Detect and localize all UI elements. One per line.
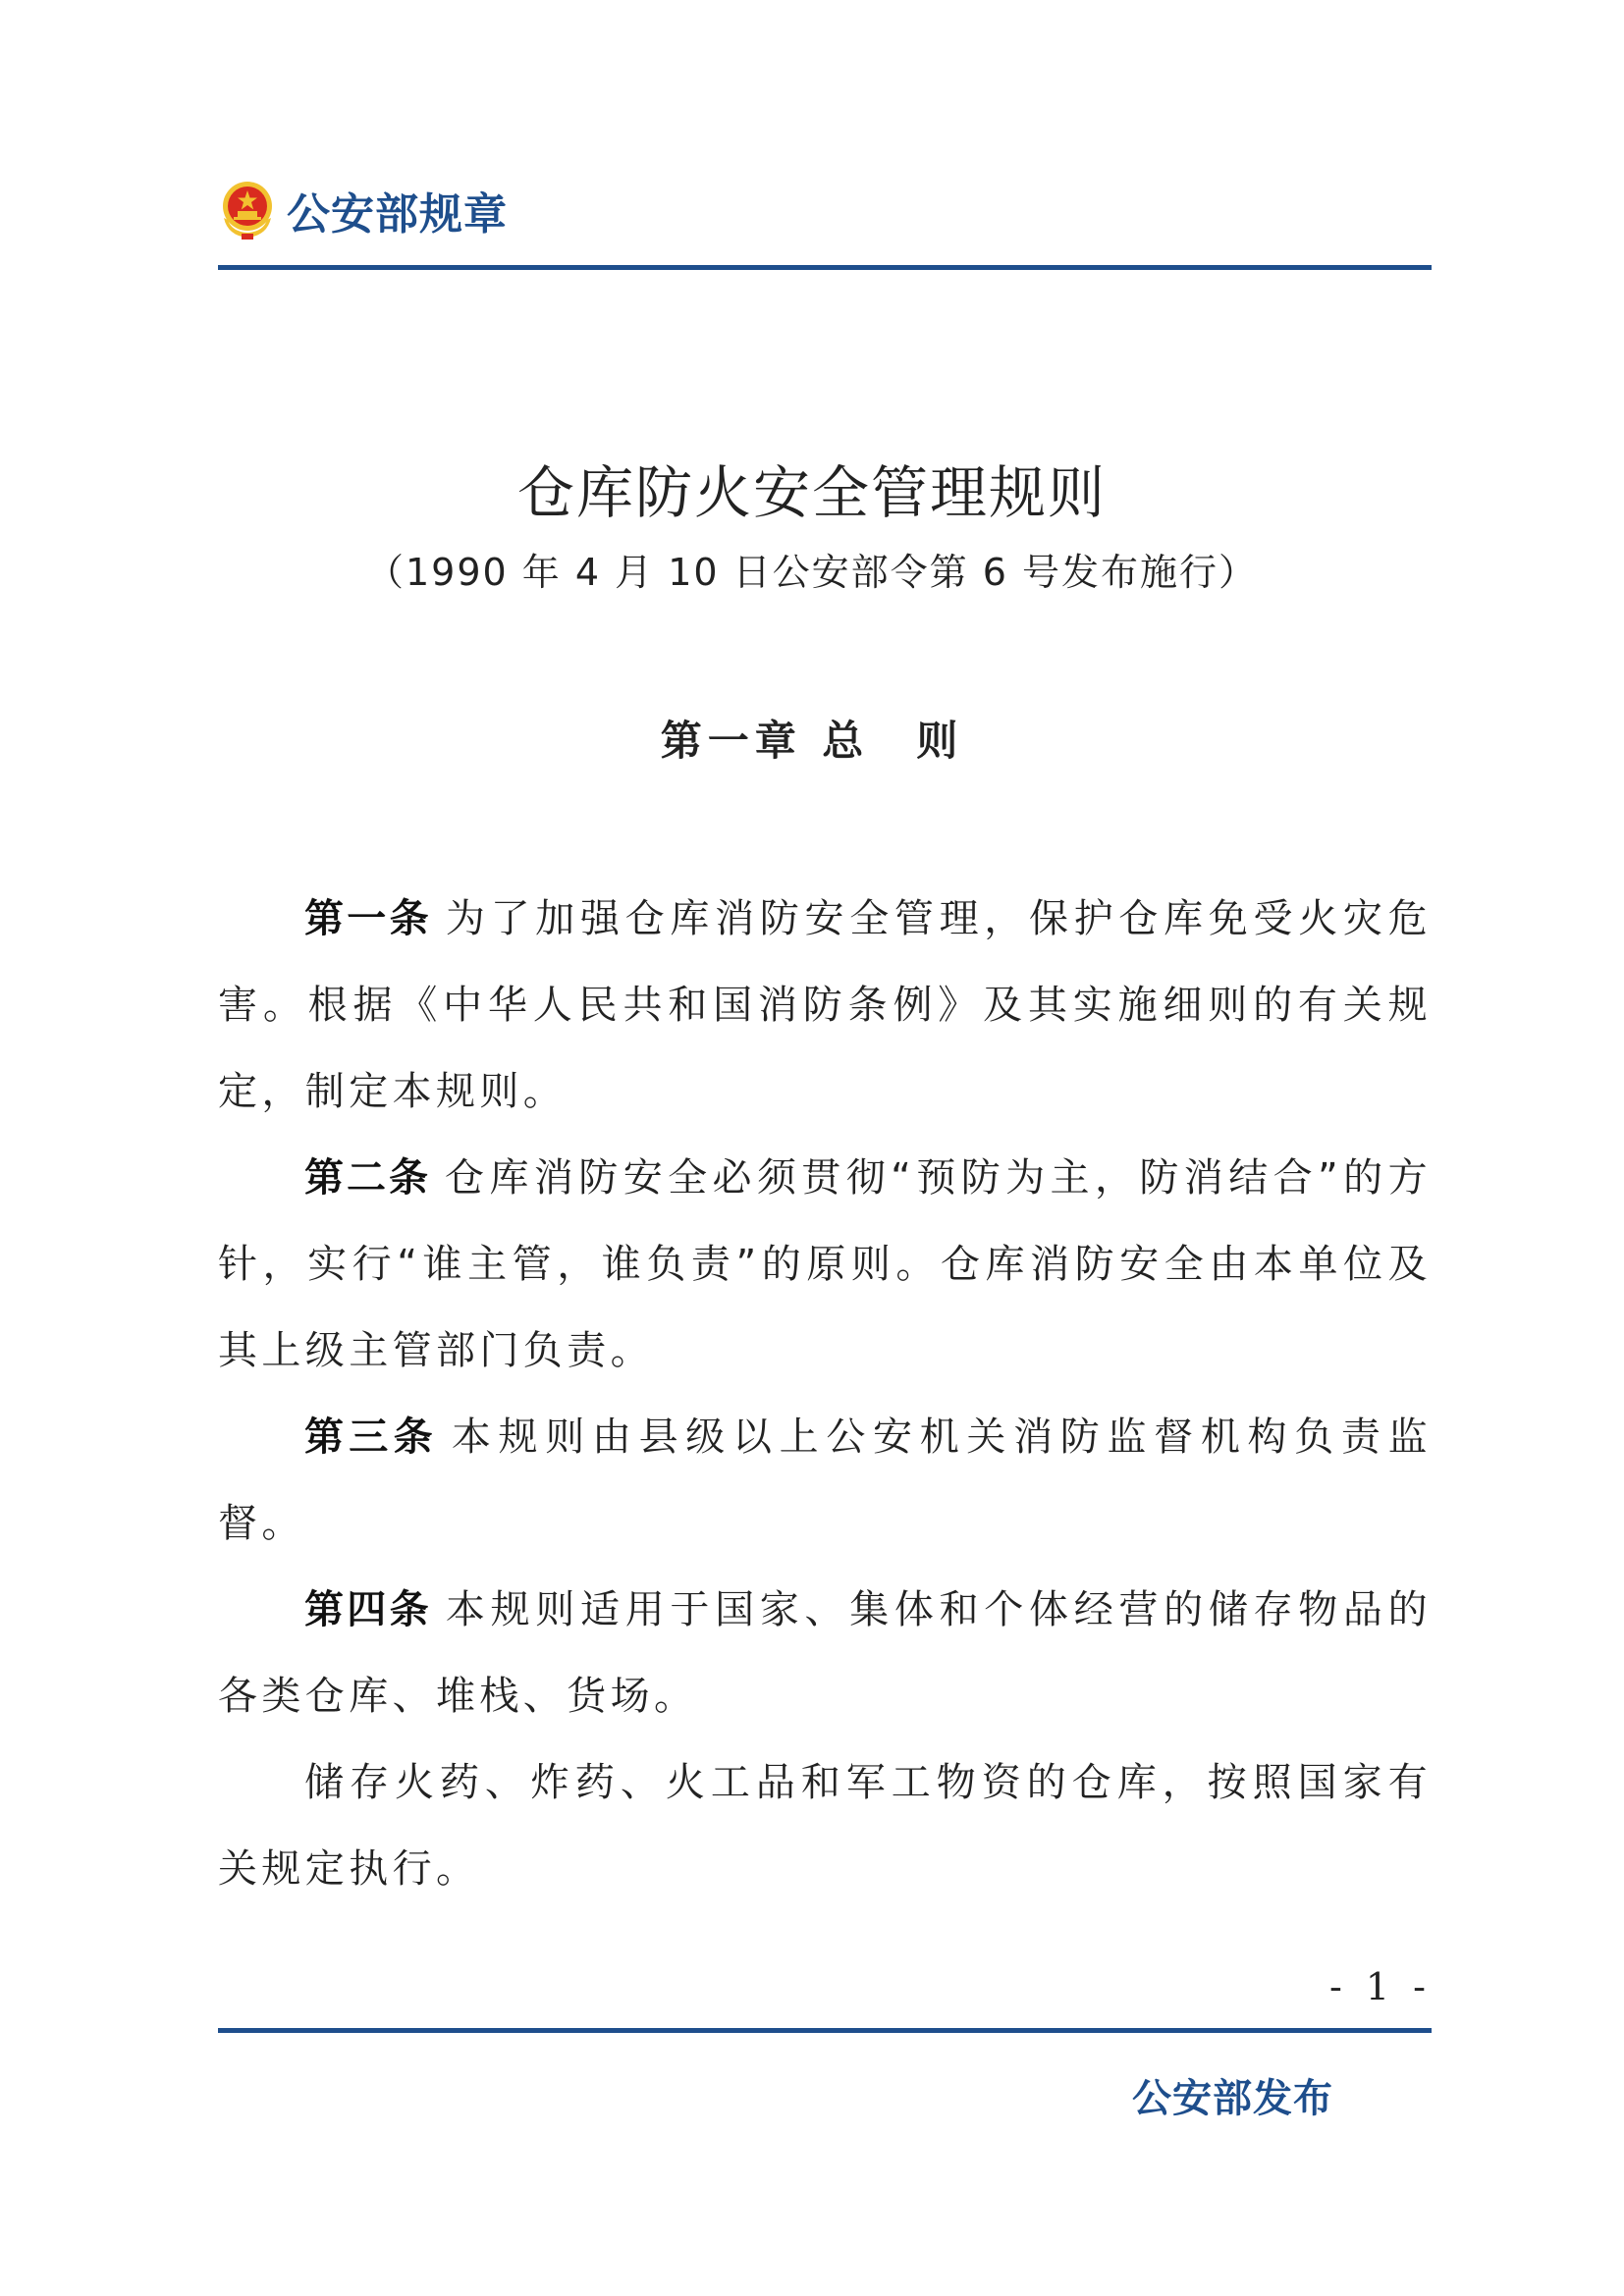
brand-title: 公安部规章 — [287, 189, 508, 240]
article-text: 为了加强仓库消防安全管理，保护仓库免受火灾危害。根据《中华人民共和国消防条例》及其实施细则的有关规定，制定本规则。 — [218, 896, 1432, 1114]
article-text: 本规则由县级以上公安机关消防监督机构负责监督。 — [218, 1415, 1433, 1546]
article-paragraph — [218, 1135, 1432, 1394]
article-text: 储存火药、炸药、火工品和军工物资的仓库，按照国家有关规定执行。 — [218, 1760, 1432, 1892]
article-label: 第四条 — [304, 1587, 432, 1632]
article-paragraph — [218, 876, 1432, 1135]
page-number: - 1 - — [1328, 1965, 1432, 2008]
document-subtitle: （1990 年 4 月 10 日公安部令第 6 号发布施行） — [366, 551, 1258, 594]
publisher-label: 公安部发布 — [1132, 2075, 1333, 2121]
document-body — [218, 876, 1432, 1912]
article-label: 第一条 — [304, 896, 432, 941]
article-label: 第二条 — [304, 1155, 432, 1201]
article-paragraph — [218, 1739, 1432, 1912]
header-divider — [218, 265, 1432, 270]
article-paragraph — [218, 1394, 1432, 1567]
chapter-title: 第一章 总 则 — [660, 717, 964, 765]
article-text: 本规则适用于国家、集体和个体经营的储存物品的各类仓库、堆栈、货场。 — [218, 1587, 1432, 1719]
article-text: 仓库消防安全必须贯彻“预防为主，防消结合”的方针，实行“谁主管，谁负责”的原则。仓库消防安全由本单位及其上级主管部门负责。 — [218, 1155, 1432, 1373]
document-title: 仓库防火安全管理规则 — [516, 459, 1107, 526]
header-brand — [218, 173, 508, 247]
national-emblem-icon — [218, 179, 277, 241]
footer-divider — [218, 2028, 1432, 2033]
article-paragraph — [218, 1567, 1432, 1739]
article-label: 第三条 — [304, 1415, 438, 1460]
